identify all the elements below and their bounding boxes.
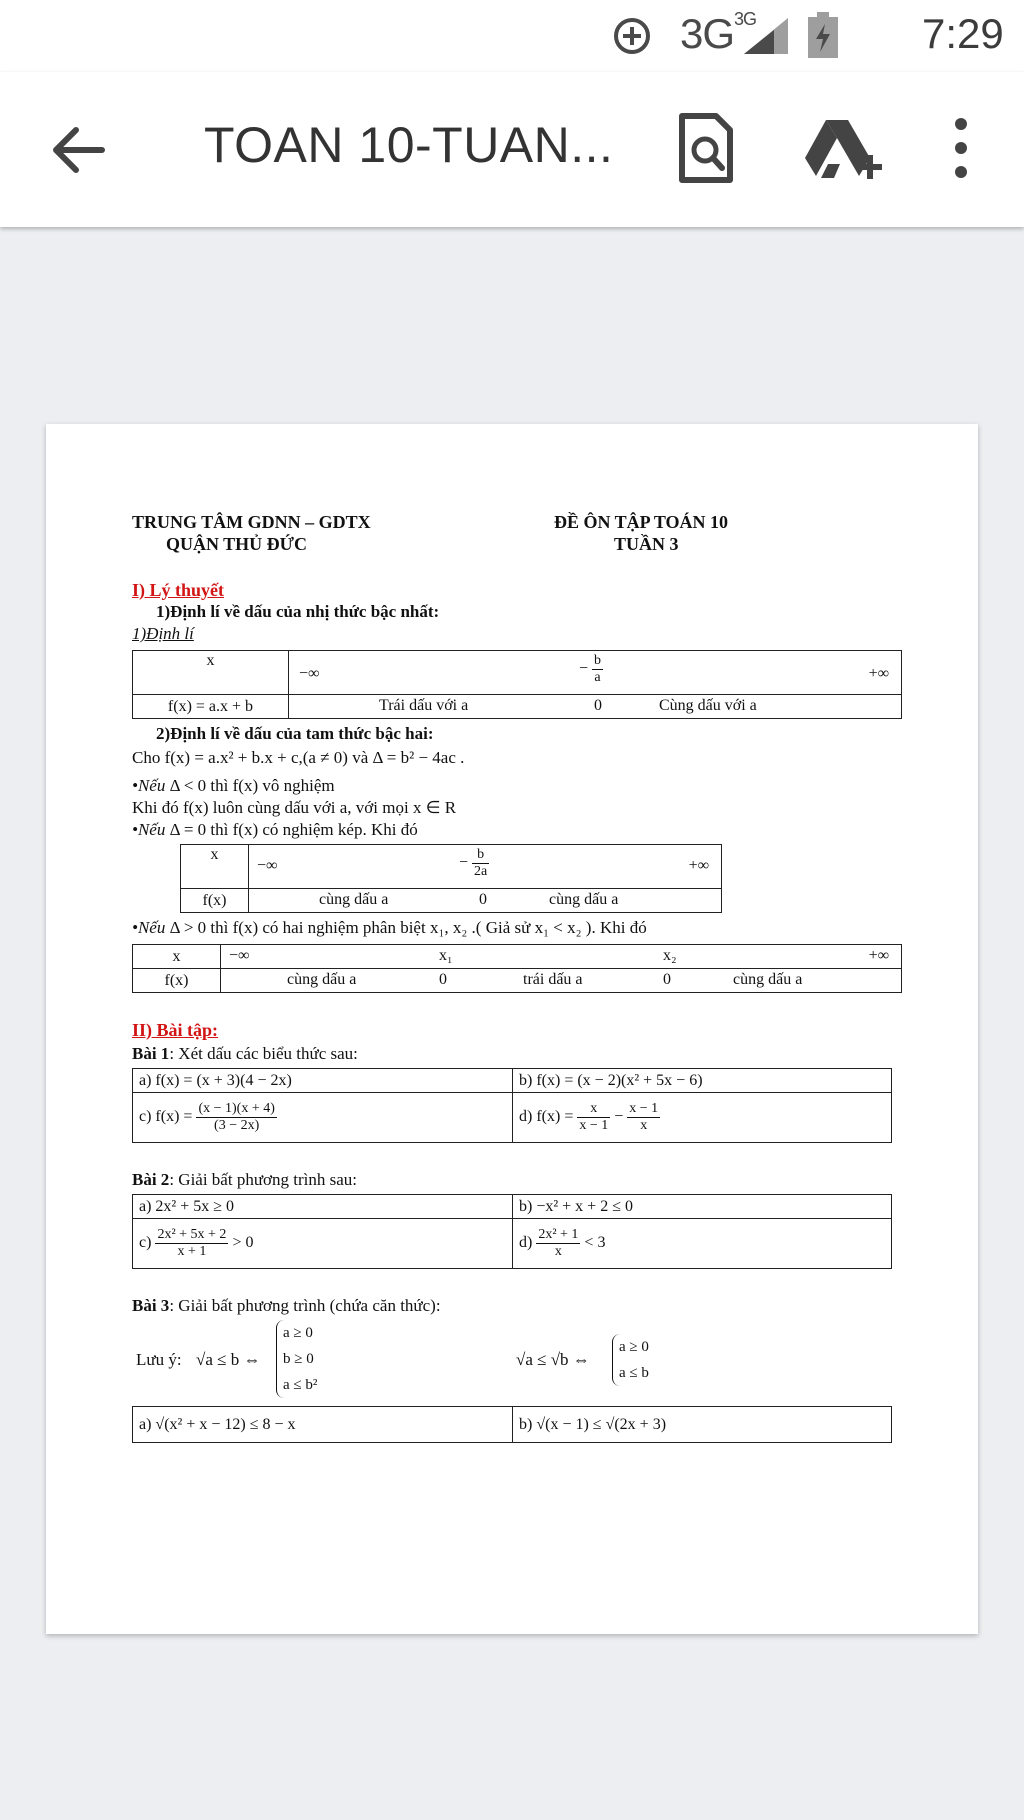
case1-line2: Khi đó f(x) luôn cùng dấu với a, với mọi x ∈ R [132, 798, 457, 817]
note2-conditions: a ≥ 0 a ≤ b [612, 1334, 649, 1386]
t3-fx: f(x) [133, 969, 221, 993]
t2-row2: cùng dấu a 0 cùng dấu a [249, 889, 722, 913]
note-label: Lưu ý: [136, 1350, 182, 1369]
clock: 7:29 [922, 10, 1004, 57]
theorem1-subtitle: 1)Định lí [132, 624, 194, 643]
bai3-b: b) √(x − 1) ≤ √(2x + 3) [513, 1407, 892, 1443]
bai1-d: d) f(x) = $\frac{x}{x - 1}$ − $\frac{x - 1}{x}$ [513, 1093, 892, 1143]
header-right-1: ĐỀ ÔN TẬP TOÁN 10 [554, 512, 729, 532]
bai1-table [132, 1068, 892, 1143]
t3-row1: −∞ x₁ x₂ +∞ [221, 945, 902, 969]
t1-row1: −∞ − $\frac{b}{a}$ +∞ [289, 651, 902, 695]
t2-fx: f(x) [181, 889, 249, 913]
bai2-a: a) 2x² + 5x ≥ 0 [133, 1195, 513, 1219]
bai2-table [132, 1194, 892, 1269]
t1-x: x [133, 651, 289, 695]
note1-lhs: √a ≤ b ⇔ [196, 1350, 261, 1369]
bai3-table [132, 1406, 892, 1443]
header-right-2: TUẦN 3 [614, 534, 679, 554]
more-vert-icon[interactable] [948, 112, 974, 184]
note2-lhs: √a ≤ √b ⇔ [516, 1350, 590, 1369]
status-bar [0, 0, 1024, 72]
theorem1-title: 1)Định lí về dấu của nhị thức bậc nhất: [156, 602, 440, 621]
case3-line: •Nếu Δ > 0 thì f(x) có hai nghiệm phân biệt x₁, x₂ .( Giả sử x₁ < x₂ ). Khi đó [132, 918, 647, 937]
sign-table-linear [132, 650, 902, 719]
bai1-heading: Bài 1: Xét dấu các biểu thức sau: [132, 1044, 358, 1063]
add-to-drive-icon[interactable] [804, 116, 886, 186]
t2-row1: −∞ − $\frac{b}{2a}$ +∞ [249, 845, 722, 889]
case2-line: •Nếu Δ = 0 thì f(x) có nghiệm kép. Khi đó [132, 820, 418, 839]
note1-conditions: a ≥ 0 b ≥ 0 a ≤ b² [276, 1320, 317, 1398]
header-left-2: QUẬN THỦ ĐỨC [166, 534, 308, 554]
document-page[interactable] [46, 424, 978, 1634]
preview-search-icon[interactable] [676, 112, 736, 184]
data-saver-icon [612, 16, 652, 56]
section-exercises-title: II) Bài tập: [132, 1020, 219, 1040]
document-title: TOAN 10-TUAN... [204, 117, 614, 173]
bai3-a: a) √(x² + x − 12) ≤ 8 − x [133, 1407, 513, 1443]
theorem2-title: 2)Định lí về dấu của tam thức bậc hai: [156, 724, 434, 743]
bai2-d: d) $\frac{\text{2x² + 1}}{x}$ < 3 [513, 1219, 892, 1269]
t3-row2: cùng dấu a 0 trái dấu a 0 cùng dấu a [221, 969, 902, 993]
case1-line1: •Nếu Δ < 0 thì f(x) vô nghiệm [132, 776, 335, 795]
section-theory-title: I) Lý thuyết [132, 580, 225, 600]
sign-table-double-root [180, 844, 722, 913]
t2-x: x [181, 845, 249, 889]
bai2-b: b) −x² + x + 2 ≤ 0 [513, 1195, 892, 1219]
bai2-c: c) $\frac{\text{2x² + 5x + 2}}{x + 1}$ > 0 [133, 1219, 513, 1269]
bai1-a: a) f(x) = (x + 3)(4 − 2x) [133, 1069, 513, 1093]
t1-row2: Trái dấu với a 0 Cùng dấu với a [289, 695, 902, 719]
t3-x: x [133, 945, 221, 969]
sign-table-two-roots [132, 944, 902, 993]
bai1-b: b) f(x) = (x − 2)(x² + 5x − 6) [513, 1069, 892, 1093]
battery-charging-icon [808, 12, 838, 58]
back-arrow-icon[interactable] [44, 122, 114, 178]
bai2-heading: Bài 2: Giải bất phương trình sau: [132, 1170, 358, 1189]
bai1-c: c) f(x) = $\frac{(x - 1)(x + 4)}{(3 - 2x)}$ [133, 1093, 513, 1143]
given-text: Cho f(x) = a.x² + b.x + c,(a ≠ 0) và Δ = b² − 4ac . [132, 748, 465, 767]
bai3-heading: Bài 3: Giải bất phương trình (chứa căn thức): [132, 1296, 441, 1315]
t1-fx: f(x) = a.x + b [133, 695, 289, 719]
header-left-1: TRUNG TÂM GDNN – GDTX [132, 512, 371, 532]
network-type: $3G^{3G}$ [680, 9, 757, 57]
app-bar [0, 72, 1024, 227]
signal-icon [744, 18, 788, 54]
